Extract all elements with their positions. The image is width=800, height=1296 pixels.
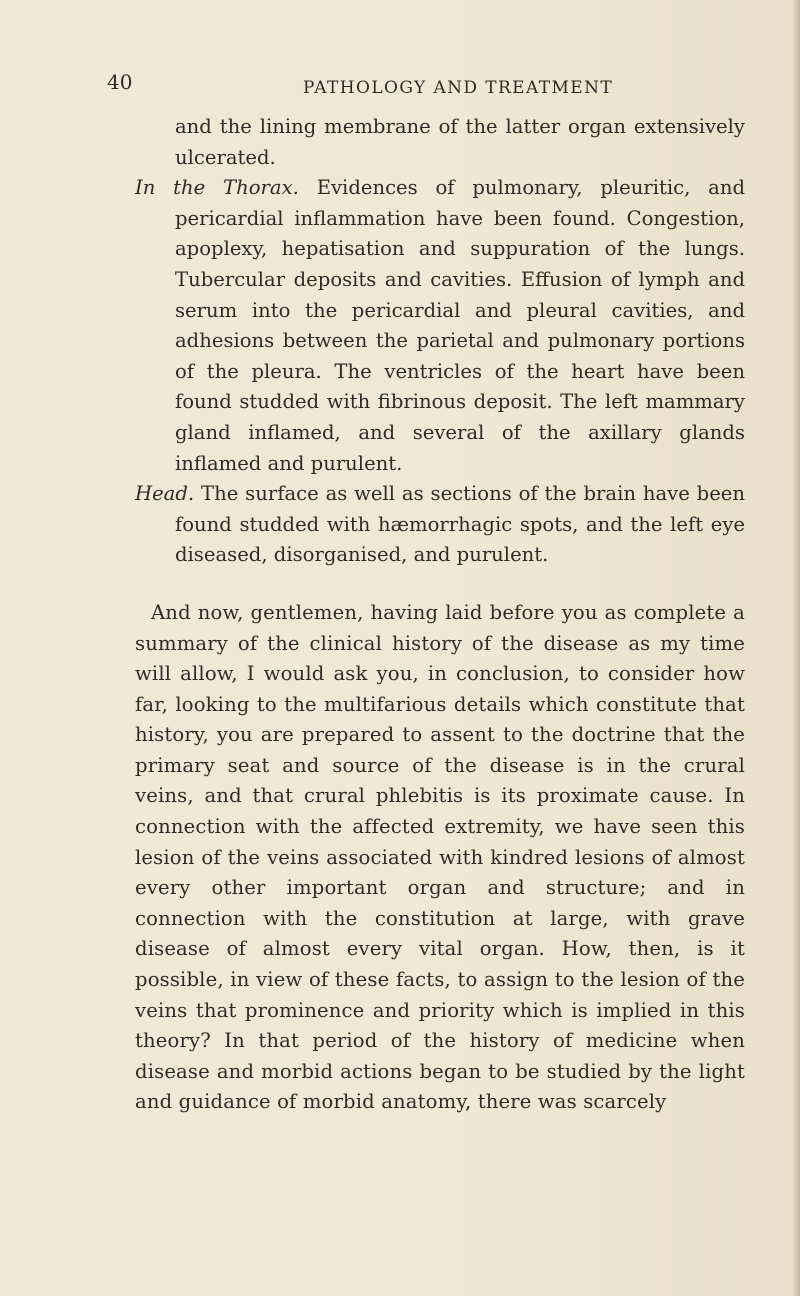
head-heading: Head.	[135, 482, 195, 506]
body-text	[135, 112, 745, 1118]
head-text: The surface as well as sections of the brain have been found studded with hæmorrhagic spots, and the left eye diseased, disorganised, and purulent.	[175, 482, 746, 567]
head-entry	[135, 479, 745, 571]
thorax-heading: In the Thorax.	[135, 176, 299, 200]
page-number: 40	[107, 70, 133, 94]
page-edge-shadow	[792, 0, 800, 1296]
thorax-entry	[135, 173, 745, 479]
running-title: PATHOLOGY AND TREATMENT	[303, 78, 614, 98]
conclusion-paragraph: And now, gentlemen, having laid before you as complete a summary of the clinical history of the disease as my time will allow, I would ask you, in conclusion, to consider how far, looking to the multifarious details which constitute that history, you are prepared to assent to the doctrine that the primary seat and source of the disease is in the crural veins, and that crural phlebitis is its proximate cause. In connection with the affected extremity, we have seen this lesion of the veins associated with kindred lesions of almost every other important organ and structure; and in connection with the constitution at large, with grave disease of almost every vital organ. How, then, is it possible, in view of these facts, to assign to the lesion of the veins that prominence and priority which is implied in this theory? In that period of the history of medicine when disease and morbid actions began to be studied by the light and guidance of morbid anatomy, there was scarcely	[135, 600, 745, 1114]
running-head	[0, 66, 800, 106]
thorax-text: Evidences of pulmonary, pleuritic, and pericardial inflammation have been found. Congestion, apoplexy, hepatisation and suppuration of the lungs. Tubercular deposits and cavities. Effusion of lymph and serum into the pericardial and pleural cavities, and adhesions between the parietal and pulmonary portions of the pleura. The ventricles of the heart have been found studded with fibrinous deposit. The left mammary gland inflamed, and several of the axillary glands inflamed and purulent.	[175, 176, 745, 475]
continuation-text: and the lining membrane of the latter organ extensively ulcerated.	[175, 115, 745, 169]
